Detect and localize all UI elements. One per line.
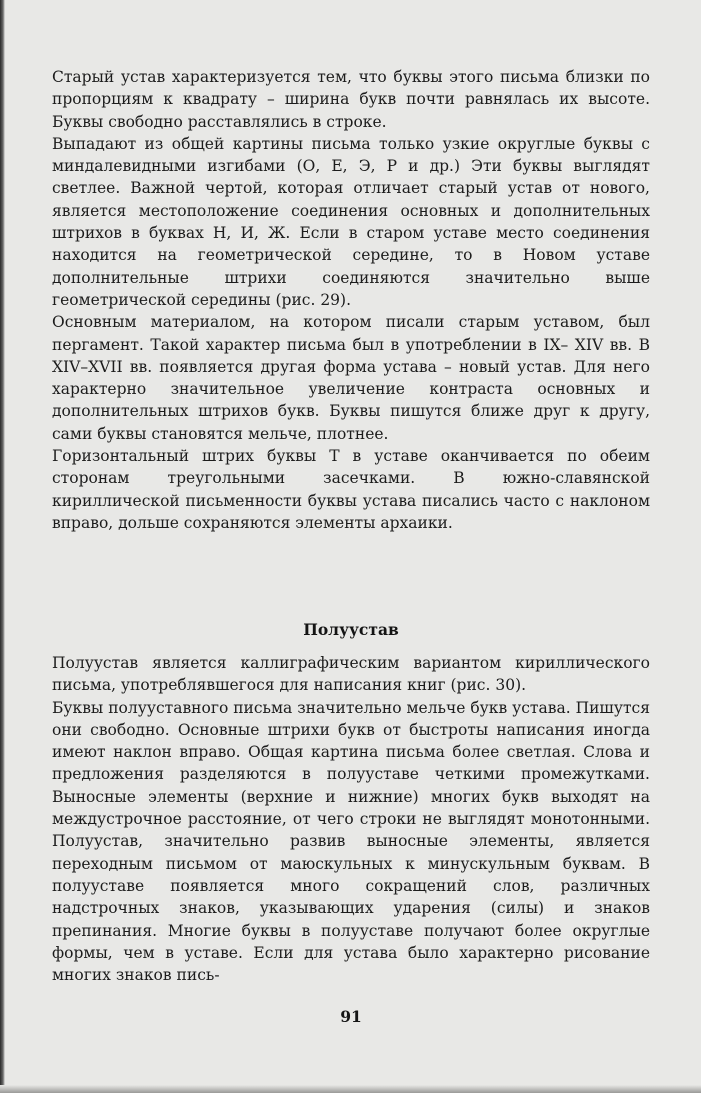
paragraph: Выпадают из общей картины письма только узкие округлые буквы с миндалевидными изгибами (О, Е, Э, Р и др.) Эти буквы выглядят светлее. Важной чертой, которая отличает старый устав от нового, является местоположение соединения основных и дополнительных штрихов в буквах Н, И, Ж. Если в старом уставе место соединения находится на геометрической середине, то в Новом уставе дополнительные штрихи соединяются значительно выше геометрической середины (рис. 29).	[52, 134, 650, 309]
paragraph: Горизонтальный штрих буквы Т в уставе оканчивается по обеим сторонам треугольными засечками. В южно-славянской кириллической письменности буквы устава писались часто с наклоном вправо, дольше сохраняются элементы архаики.	[52, 447, 650, 532]
paragraph: Старый устав характеризуется тем, что буквы этого письма близки по пропорциям к квадрату – ширина букв почти равнялась их высоте. Буквы свободно расставлялись в строке.	[52, 68, 650, 131]
paragraph: Основным материалом, на котором писали старым уставом, был пергамент. Такой характер письма был в употреблении в IX– XIV вв. В XIV–XVII вв. появляется другая форма устава – новый устав. Для него характерно значительное увеличение контраста основных и дополнительных штрихов букв. Буквы пишутся ближе друг к другу, сами буквы становятся мельче, плотнее.	[52, 313, 650, 443]
body-text-section-2	[52, 652, 650, 986]
page-edge-shadow-left	[0, 0, 5, 1093]
paragraph: Буквы полууставного письма значительно мельче букв устава. Пишутся они свободно. Основные штрихи букв от быстроты написания иногда имеют наклон вправо. Общая картина письма более светлая. Слова и предложения разделяются в полууставе четкими промежутками. Выносные элементы (верхние и нижние) многих букв выходят на междустрочное расстояние, от чего строки не выглядят монотонными. Полуустав, значительно развив выносные элементы, является переходным письмом от маюскульных к минускульным буквам. В полууставе появляется много сокращений слов, различных надстрочных знаков, указывающих ударения (силы) и знаков препинания. Многие буквы в полууставе получают более округлые формы, чем в уставе. Если для устава было характерно рисование многих знаков пись-	[52, 698, 650, 985]
body-text-section-1	[52, 66, 650, 534]
paragraph: Полуустав является каллиграфическим вариантом кириллического письма, употреблявшегося для написания книг (рис. 30).	[52, 654, 650, 695]
page-number: 91	[340, 1007, 362, 1026]
section-heading: Полуустав	[303, 620, 399, 639]
page-edge-shadow-bottom	[0, 1085, 701, 1093]
